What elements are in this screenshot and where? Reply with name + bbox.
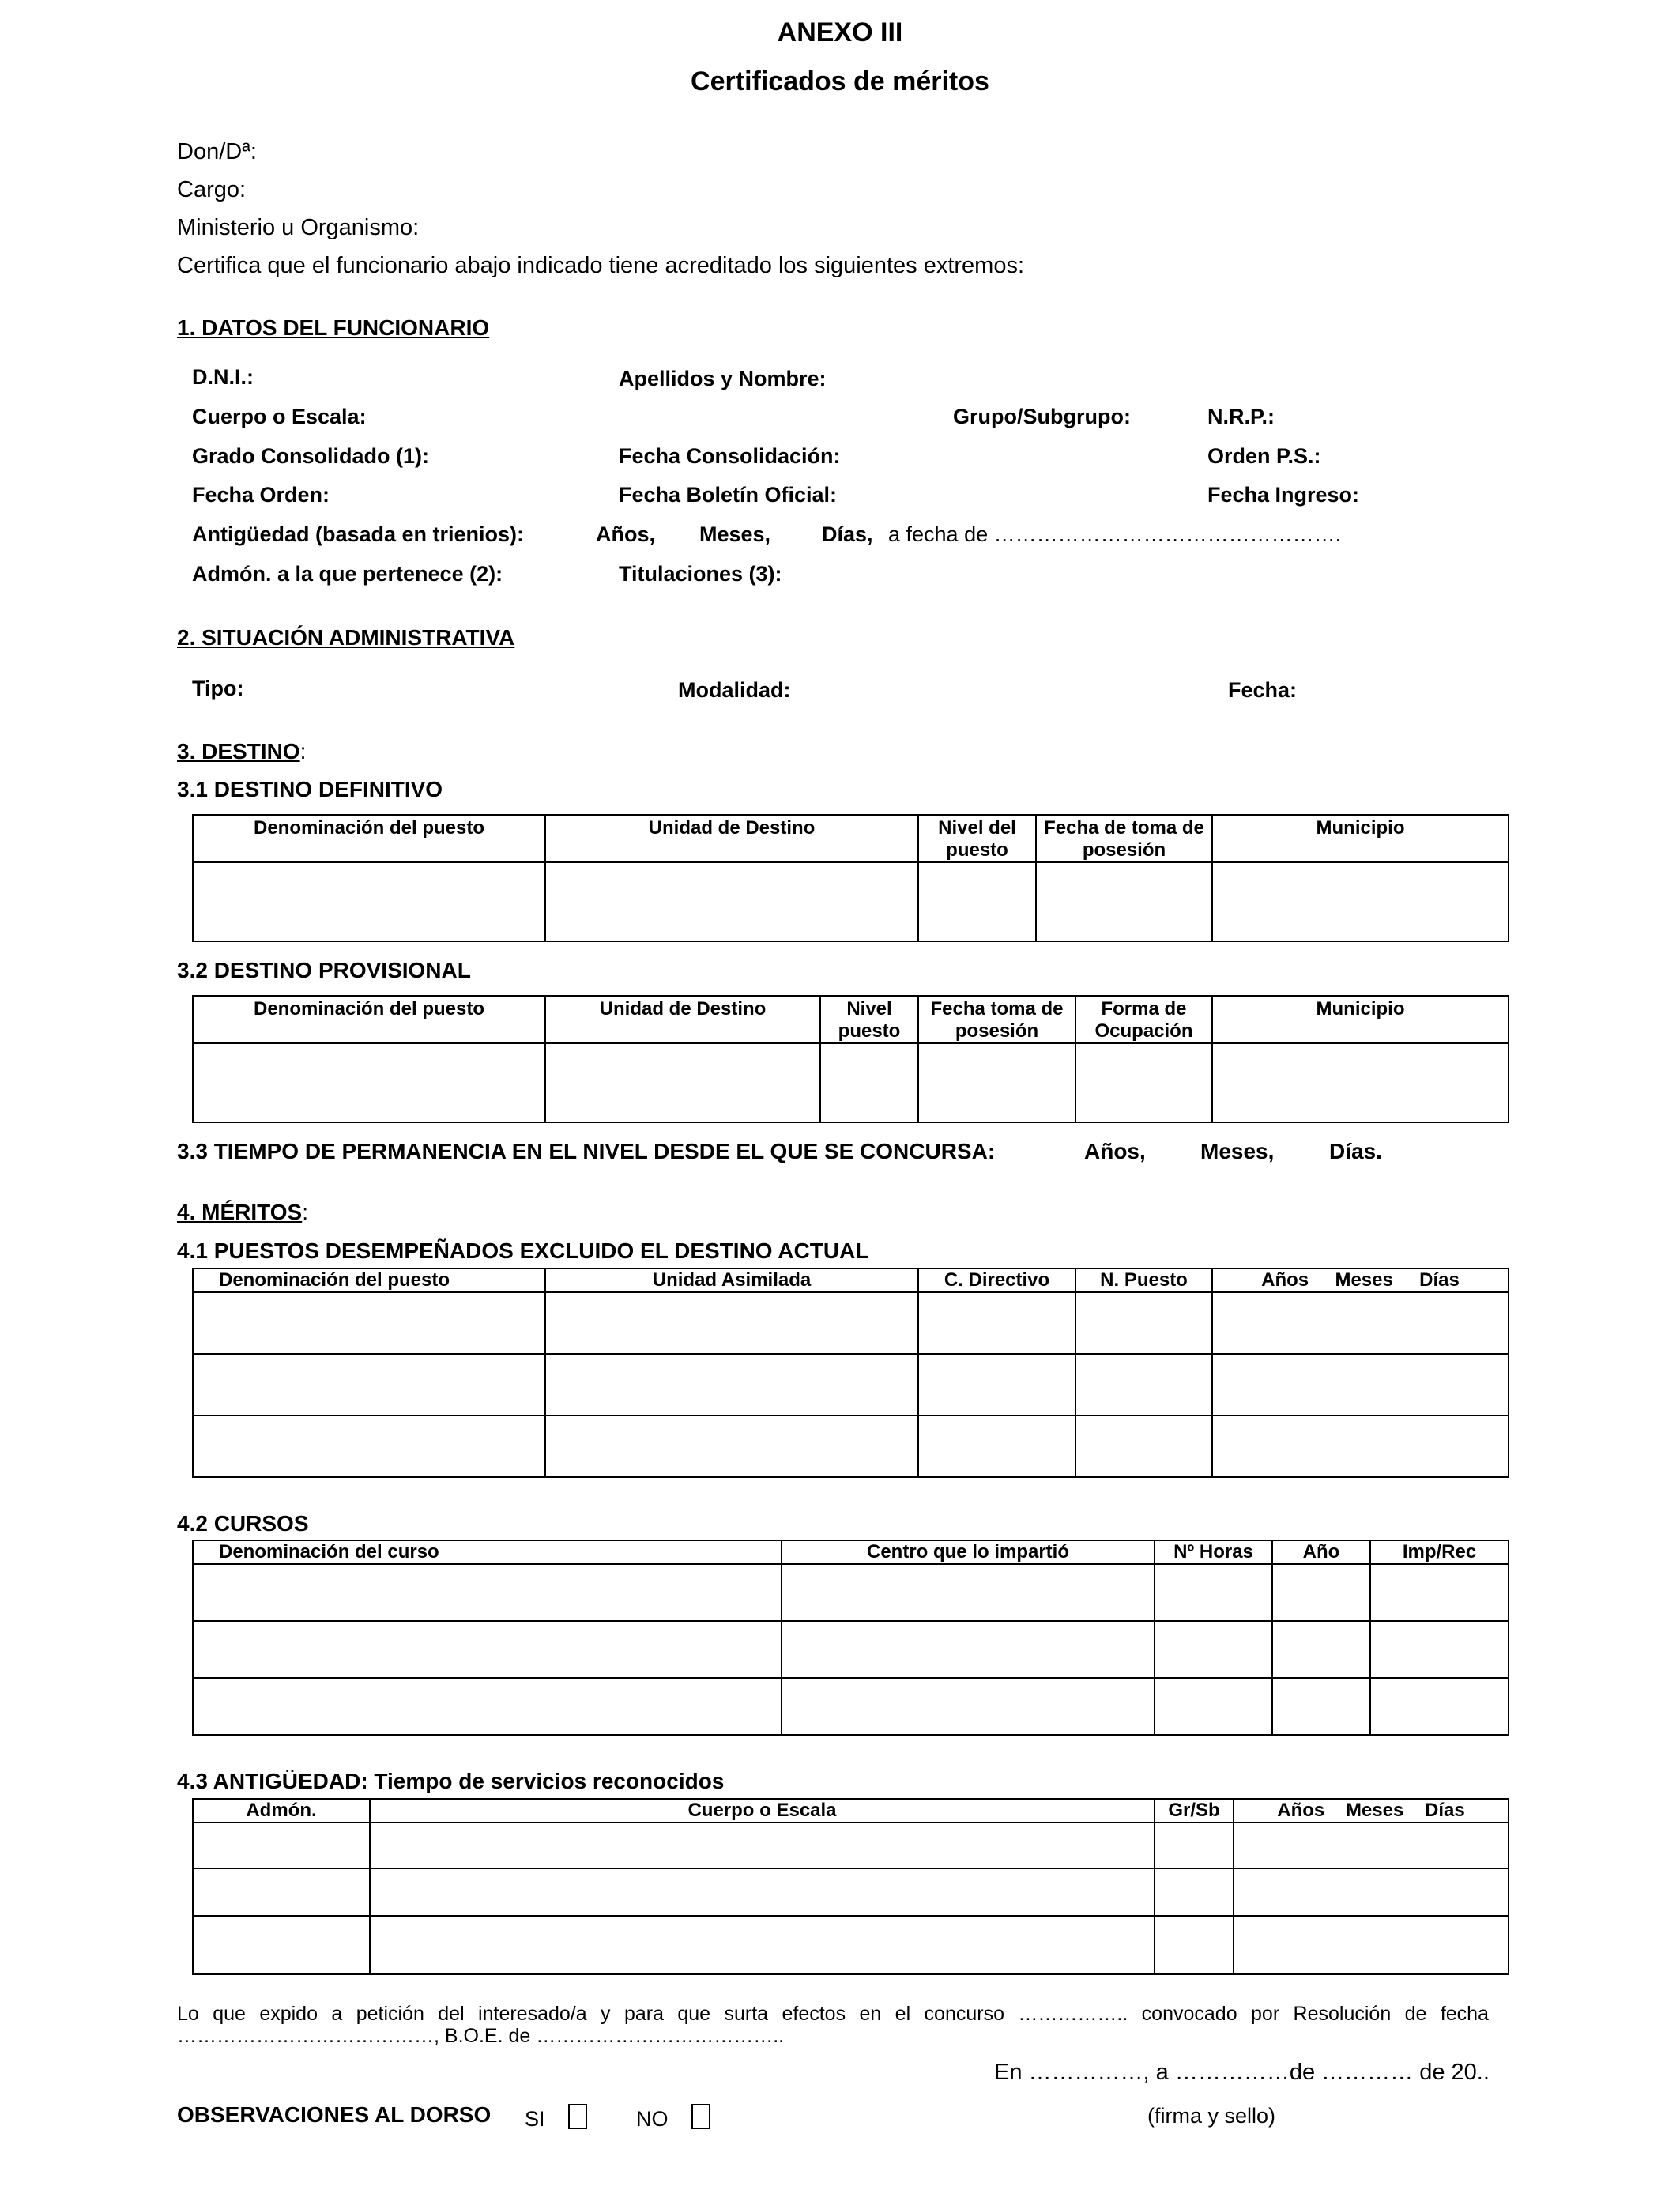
table-cell[interactable] xyxy=(1075,1043,1212,1122)
section-4-1-heading: 4.1 PUESTOS DESEMPEÑADOS EXCLUIDO EL DESTINO ACTUAL xyxy=(177,1238,869,1263)
table-cell[interactable] xyxy=(1075,1416,1212,1477)
table-cell[interactable] xyxy=(1212,862,1509,941)
table-cell[interactable] xyxy=(782,1564,1155,1621)
observaciones-label: OBSERVACIONES AL DORSO xyxy=(177,2102,492,2127)
table-header: Nº Horas xyxy=(1155,1540,1272,1564)
permanencia-anos: Años, xyxy=(1084,1139,1146,1163)
table-cell[interactable] xyxy=(1155,1823,1234,1868)
tipo-label: Tipo: xyxy=(192,677,244,700)
table-cell[interactable] xyxy=(1370,1564,1509,1621)
table-cell[interactable] xyxy=(1370,1621,1509,1678)
table-cell[interactable] xyxy=(918,1416,1075,1477)
section-3-2-heading: 3.2 DESTINO PROVISIONAL xyxy=(177,958,471,982)
table-cell[interactable] xyxy=(193,1823,370,1868)
table-cell[interactable] xyxy=(193,1564,782,1621)
dni-label: D.N.I.: xyxy=(192,365,254,389)
table-header: Admón. xyxy=(193,1799,370,1823)
table-row xyxy=(193,1916,1509,1974)
table-header: Gr/Sb xyxy=(1155,1799,1234,1823)
table-header: Años Meses Días xyxy=(1234,1799,1509,1823)
si-checkbox[interactable] xyxy=(568,2104,587,2129)
firma-sello: (firma y sello) xyxy=(1147,2104,1276,2128)
table-cell[interactable] xyxy=(193,862,545,941)
table-cell[interactable] xyxy=(193,1416,545,1477)
table-cell[interactable] xyxy=(370,1916,1155,1974)
table-cell[interactable] xyxy=(1234,1916,1509,1974)
table-cell[interactable] xyxy=(545,1416,918,1477)
table-cell[interactable] xyxy=(1075,1354,1212,1416)
table-cell[interactable] xyxy=(918,862,1036,941)
table-cell[interactable] xyxy=(193,1621,782,1678)
antiguedad-anos: Años, xyxy=(596,522,656,546)
fecha-ingreso-label: Fecha Ingreso: xyxy=(1207,483,1360,507)
fecha-consolidacion-label: Fecha Consolidación: xyxy=(619,444,841,468)
table-cell[interactable] xyxy=(1155,1621,1272,1678)
table-cell[interactable] xyxy=(1212,1354,1509,1416)
table-row xyxy=(193,1416,1509,1477)
annex-title: ANEXO III xyxy=(777,17,903,47)
table-cell[interactable] xyxy=(918,1043,1075,1122)
table-cell[interactable] xyxy=(918,1354,1075,1416)
puestos-table xyxy=(192,1268,1509,1478)
table-cell[interactable] xyxy=(193,1043,545,1122)
table-cell[interactable] xyxy=(545,1043,820,1122)
grupo-label: Grupo/Subgrupo: xyxy=(953,405,1131,428)
table-header: Denominación del puesto xyxy=(193,996,545,1043)
table-row xyxy=(193,1823,1509,1868)
destino-provisional-table xyxy=(192,995,1509,1123)
table-cell[interactable] xyxy=(1272,1564,1370,1621)
cargo-label: Cargo: xyxy=(177,177,247,202)
table-header: Denominación del puesto xyxy=(193,815,545,862)
table-header: Cuerpo o Escala xyxy=(370,1799,1155,1823)
table-cell[interactable] xyxy=(1155,1678,1272,1735)
antiguedad-meses: Meses, xyxy=(699,522,771,546)
certifica-text: Certifica que el funcionario abajo indicado tiene acreditado los siguientes extremos: xyxy=(177,253,1025,278)
table-cell[interactable] xyxy=(1075,1292,1212,1354)
table-cell[interactable] xyxy=(370,1823,1155,1868)
table-header: Fecha toma de posesión xyxy=(918,996,1075,1043)
table-row xyxy=(193,1354,1509,1416)
table-header: Denominación del puesto xyxy=(193,1269,545,1292)
antiguedad-fecha: a fecha de …………………………………………. xyxy=(888,522,1342,546)
table-header: Centro que lo impartió xyxy=(782,1540,1155,1564)
table-cell[interactable] xyxy=(1212,1292,1509,1354)
table-cell[interactable] xyxy=(545,1292,918,1354)
si-label: SI xyxy=(525,2107,545,2131)
antiguedad-dias: Días, xyxy=(822,522,873,546)
lugar-fecha: En ……………, a ……………de ………… de 20.. xyxy=(994,2060,1490,2085)
modalidad-label: Modalidad: xyxy=(678,678,791,702)
table-cell[interactable] xyxy=(193,1916,370,1974)
titulaciones-label: Titulaciones (3): xyxy=(619,562,782,586)
table-cell[interactable] xyxy=(1272,1678,1370,1735)
destino-definitivo-table xyxy=(192,814,1509,942)
table-row xyxy=(193,1868,1509,1916)
table-cell[interactable] xyxy=(193,1678,782,1735)
table-cell[interactable] xyxy=(1212,1043,1509,1122)
table-header: Años Meses Días xyxy=(1212,1269,1509,1292)
table-cell[interactable] xyxy=(193,1354,545,1416)
table-cell[interactable] xyxy=(782,1678,1155,1735)
section-1-heading: 1. DATOS DEL FUNCIONARIO xyxy=(177,315,490,340)
si-option xyxy=(525,2104,587,2132)
no-label: NO xyxy=(636,2107,669,2131)
nrp-label: N.R.P.: xyxy=(1207,405,1275,428)
table-cell[interactable] xyxy=(918,1292,1075,1354)
page-title: Certificados de méritos xyxy=(691,66,989,96)
orden-ps-label: Orden P.S.: xyxy=(1207,444,1321,468)
section-3-heading: 3. DESTINO: xyxy=(177,739,307,763)
section-3-3-heading: 3.3 TIEMPO DE PERMANENCIA EN EL NIVEL DESDE EL QUE SE CONCURSA: xyxy=(177,1139,996,1163)
table-cell[interactable] xyxy=(1036,862,1212,941)
table-header: Forma de Ocupación xyxy=(1075,996,1212,1043)
table-cell[interactable] xyxy=(1234,1868,1509,1916)
table-header: Municipio xyxy=(1212,996,1509,1043)
table-header: Año xyxy=(1272,1540,1370,1564)
table-cell[interactable] xyxy=(193,1292,545,1354)
table-cell[interactable] xyxy=(545,1354,918,1416)
table-row xyxy=(193,1678,1509,1735)
table-cell[interactable] xyxy=(370,1868,1155,1916)
table-row xyxy=(193,862,1509,941)
table-cell[interactable] xyxy=(545,862,918,941)
table-header: Nivel del puesto xyxy=(918,815,1036,862)
table-cell[interactable] xyxy=(1155,1916,1234,1974)
table-header: Unidad Asimilada xyxy=(545,1269,918,1292)
table-cell[interactable] xyxy=(782,1621,1155,1678)
table-row xyxy=(193,1564,1509,1621)
expido-text-line-2: …………………………………, B.O.E. de ……………………………….. xyxy=(177,2025,785,2047)
table-header: Nivel puesto xyxy=(820,996,918,1043)
table-header: Fecha de toma de posesión xyxy=(1036,815,1212,862)
no-option xyxy=(636,2104,710,2132)
antiguedad-table xyxy=(192,1798,1509,1975)
admon-label: Admón. a la que pertenece (2): xyxy=(192,562,503,586)
grado-label: Grado Consolidado (1): xyxy=(192,444,429,468)
table-row xyxy=(193,1043,1509,1122)
expido-text-line-1: Lo que expido a petición del interesado/a y para que surta efectos en el concurso …………….. convocado por Resolución de fecha xyxy=(177,2003,1489,2025)
table-row xyxy=(193,1621,1509,1678)
permanencia-dias: Días. xyxy=(1329,1139,1382,1163)
section-2-heading: 2. SITUACIÓN ADMINISTRATIVA xyxy=(177,625,515,650)
section-3-1-heading: 3.1 DESTINO DEFINITIVO xyxy=(177,777,443,801)
table-cell[interactable] xyxy=(1212,1416,1509,1477)
don-label: Don/Dª: xyxy=(177,139,257,164)
table-cell[interactable] xyxy=(193,1868,370,1916)
table-cell[interactable] xyxy=(1155,1868,1234,1916)
antiguedad-label: Antigüedad (basada en trienios): xyxy=(192,522,525,546)
section-4-3-heading: 4.3 ANTIGÜEDAD: Tiempo de servicios reconocidos xyxy=(177,1769,725,1793)
table-header: Municipio xyxy=(1212,815,1509,862)
apellidos-label: Apellidos y Nombre: xyxy=(619,367,827,390)
fecha-label: Fecha: xyxy=(1228,678,1298,702)
cuerpo-label: Cuerpo o Escala: xyxy=(192,405,367,428)
table-header: Unidad de Destino xyxy=(545,996,820,1043)
table-cell[interactable] xyxy=(1234,1823,1509,1868)
table-cell[interactable] xyxy=(820,1043,918,1122)
permanencia-meses: Meses, xyxy=(1200,1139,1275,1163)
fecha-orden-label: Fecha Orden: xyxy=(192,483,330,507)
table-row xyxy=(193,1292,1509,1354)
fecha-boletin-label: Fecha Boletín Oficial: xyxy=(619,483,838,507)
table-cell[interactable] xyxy=(1155,1564,1272,1621)
table-header: Denominación del curso xyxy=(193,1540,782,1564)
ministerio-label: Ministerio u Organismo: xyxy=(177,215,420,240)
table-cell[interactable] xyxy=(1370,1678,1509,1735)
table-cell[interactable] xyxy=(1272,1621,1370,1678)
section-4-2-heading: 4.2 CURSOS xyxy=(177,1511,309,1536)
table-header: Imp/Rec xyxy=(1370,1540,1509,1564)
no-checkbox[interactable] xyxy=(691,2104,710,2129)
section-4-heading: 4. MÉRITOS: xyxy=(177,1200,308,1224)
table-header: N. Puesto xyxy=(1075,1269,1212,1292)
table-header: C. Directivo xyxy=(918,1269,1075,1292)
cursos-table xyxy=(192,1540,1509,1736)
table-header: Unidad de Destino xyxy=(545,815,918,862)
